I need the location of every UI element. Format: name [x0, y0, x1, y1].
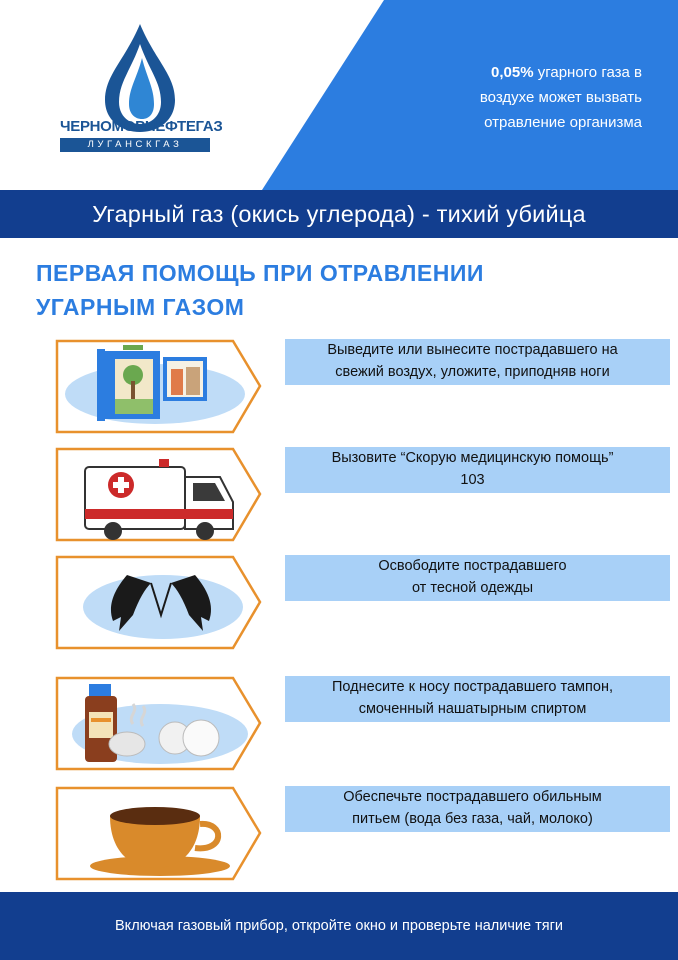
- co-warning: [420, 60, 642, 135]
- warning-line3: отравление организма: [484, 114, 642, 131]
- step-2-text: Вызовите “Скорую медицинскую помощь” 103: [331, 450, 614, 488]
- door-window-icon: [55, 339, 265, 434]
- warning-line1: угарного газа в: [533, 64, 642, 81]
- footer-note: Включая газовый прибор, откройте окно и проверьте наличие тяги: [0, 892, 678, 960]
- warning-line2: воздухе может вызвать: [479, 89, 642, 106]
- step-1-text: Выведите или вынесите пострадавшего на свежий воздух, уложите, приподняв ноги: [327, 342, 618, 380]
- step-5-text: Обеспечьте пострадавшего обильным питьем (вода без газа, чай, молоко): [343, 789, 602, 827]
- title-banner: Угарный газ (окись углерода) - тихий убийца: [0, 190, 678, 238]
- ammonia-bottle-icon: [55, 676, 265, 771]
- brand-name: ЧЕРНОМОРНЕФТЕГАЗ: [60, 118, 223, 135]
- step-3-text: Освободите пострадавшего от тесной одежды: [378, 558, 567, 596]
- ambulance-icon: [55, 447, 265, 542]
- brand-subname: ЛУГАНСКГАЗ: [60, 138, 210, 152]
- title-line2: УГАРНЫМ ГАЗОМ: [36, 294, 245, 320]
- step-4-text: Поднесите к носу пострадавшего тампон, смоченный нашатырным спиртом: [332, 679, 613, 717]
- torn-shirt-icon: [55, 555, 265, 650]
- page-title: [36, 256, 656, 324]
- title-line1: ПЕРВАЯ ПОМОЩЬ ПРИ ОТРАВЛЕНИИ: [36, 260, 484, 286]
- warning-percent: 0,05%: [491, 64, 534, 81]
- tea-cup-icon: [55, 786, 265, 881]
